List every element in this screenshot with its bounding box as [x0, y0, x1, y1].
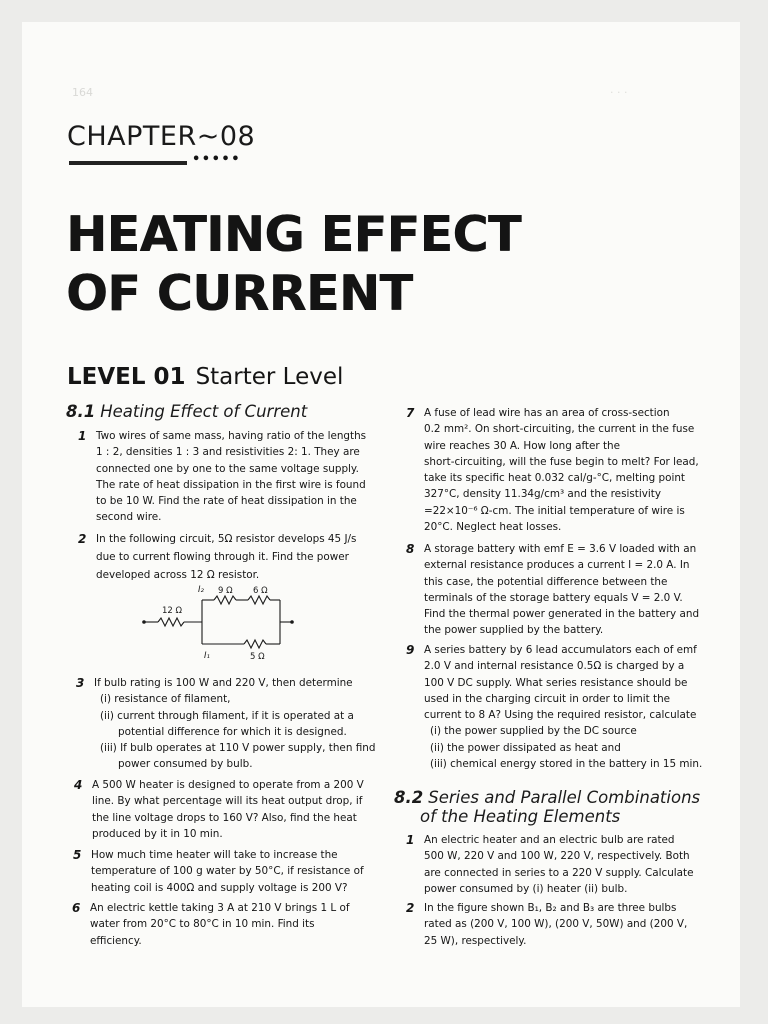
text-line: An electric heater and an electric bulb are rated: [424, 834, 675, 846]
sub-item: (iii) chemical energy stored in the battery in 15 min.: [430, 758, 703, 771]
text-line: the line voltage drops to 160 V? Also, find the heat: [92, 811, 357, 824]
label-6-ohm: 6 Ω: [253, 586, 268, 596]
text-line: A fuse of lead wire has an area of cross-section: [424, 407, 670, 419]
text-line: developed across 12 Ω resistor.: [96, 569, 260, 581]
text-line: this case, the potential difference between the: [424, 575, 668, 588]
question-number: 2: [78, 532, 87, 546]
text-line: 500 W, 220 V and 100 W, 220 V, respectively. Both: [424, 850, 690, 863]
sub-item: (i) the power supplied by the DC source: [430, 725, 637, 738]
text-line: to be 10 W. Find the rate of heat dissipation in the: [96, 495, 357, 508]
level-heading: [67, 364, 343, 390]
label-current-i1: I₁: [204, 651, 210, 661]
question-7: [406, 405, 699, 535]
chapter-label: CHAPTER~08: [67, 121, 256, 152]
sub-item: potential difference for which it is designed.: [118, 725, 347, 738]
section-heading-8-1: [66, 402, 307, 421]
level-tag: LEVEL 01: [67, 364, 186, 390]
text-line: 327°C, density 11.34g/cm³ and the resistivity: [424, 488, 662, 501]
text-line: An electric kettle taking 3 A at 210 V brings 1 L of: [90, 902, 350, 914]
text-line: In the following circuit, 5Ω resistor develops 45 J/s: [96, 533, 357, 545]
text-line: used in the charging circuit in order to limit the: [424, 692, 671, 705]
text-line: take its specific heat 0.032 cal/g-°C, melting point: [424, 472, 686, 485]
text-line: If bulb rating is 100 W and 220 V, then determine: [94, 677, 353, 689]
label-9-ohm: 9 Ω: [218, 586, 233, 596]
circuit-diagram: [140, 582, 300, 664]
text-line: 100 V DC supply. What series resistance should be: [424, 676, 688, 689]
sub-item: power consumed by bulb.: [118, 758, 253, 771]
text-line: terminals of the storage battery equals V = 2.0 V.: [424, 591, 683, 604]
question-8: [406, 541, 700, 639]
text-line: 25 W), respectively.: [424, 934, 527, 947]
text-line: due to current flowing through it. Find the power: [96, 551, 349, 563]
faded-marks: · · ·: [610, 86, 628, 99]
text-line: =22×10⁻⁶ Ω-cm. The initial temperature of wire is: [424, 504, 685, 517]
question-number: 8: [406, 542, 415, 556]
text-line: rated as (200 V, 100 W), (200 V, 50W) and (200 V,: [424, 918, 688, 931]
title-line-2: OF CURRENT: [66, 265, 413, 322]
section-heading-8-2: [394, 788, 700, 826]
text-line: efficiency.: [90, 934, 142, 947]
question-5: [73, 847, 364, 896]
text-line: second wire.: [96, 511, 162, 524]
section-title: Heating Effect of Current: [100, 402, 308, 421]
text-line: current to 8 A? Using the required resistor, calculate: [424, 709, 697, 722]
text-line: 20°C. Neglect heat losses.: [424, 521, 562, 534]
chapter-title: [66, 205, 521, 323]
sub-item: (iii) If bulb operates at 110 V power supply, then find: [100, 742, 376, 755]
faded-page-number: 164: [72, 86, 93, 99]
sub-item: (i) resistance of filament,: [100, 693, 231, 706]
question-6: [72, 900, 350, 949]
question-8-2-1: [406, 832, 694, 897]
question-number: 7: [406, 406, 415, 420]
text-line: produced by it in 10 min.: [92, 827, 223, 840]
chapter-rule: [69, 161, 187, 165]
text-line: wire reaches 30 A. How long after the: [424, 439, 621, 452]
level-name: Starter Level: [195, 364, 344, 390]
label-5-ohm: 5 Ω: [250, 652, 265, 662]
text-line: are connected in series to a 220 V supply. Calculate: [424, 866, 694, 879]
terminal-right: [290, 620, 294, 624]
text-line: In the figure shown B₁, B₂ and B₃ are three bulbs: [424, 902, 677, 914]
question-number: 9: [406, 643, 415, 657]
text-line: connected one by one to the same voltage supply.: [96, 462, 359, 475]
text-line: Two wires of same mass, having ratio of the lengths: [96, 430, 367, 442]
text-line: 0.2 mm². On short-circuiting, the current in the fuse: [424, 423, 695, 436]
question-number: 6: [72, 901, 81, 915]
question-number: 3: [76, 676, 85, 690]
text-line: A series battery by 6 lead accumulators each of emf: [424, 644, 697, 656]
question-1: [78, 428, 367, 526]
section-number: 8.1: [66, 402, 96, 421]
text-line: Find the thermal power generated in the battery and: [424, 608, 700, 621]
question-9: [406, 642, 703, 772]
sub-item: (ii) current through filament, if it is operated at a: [100, 709, 354, 722]
chapter-dots: •••••: [192, 152, 242, 167]
text-line: The rate of heat dissipation in the first wire is found: [96, 478, 366, 491]
question-3: [76, 675, 376, 773]
section-number: 8.2: [394, 788, 424, 807]
label-current-i2: I₂: [198, 585, 204, 595]
text-line: line. By what percentage will its heat output drop, if: [92, 795, 363, 808]
text-line: A storage battery with emf E = 3.6 V loaded with an: [424, 543, 697, 555]
text-line: the power supplied by the battery.: [424, 624, 604, 637]
question-number: 4: [74, 778, 83, 792]
section-title-line-1: Series and Parallel Combinations: [428, 788, 701, 807]
text-line: 2.0 V and internal resistance 0.5Ω is charged by a: [424, 660, 685, 673]
text-line: water from 20°C to 80°C in 10 min. Find its: [90, 918, 315, 931]
question-number: 1: [78, 429, 87, 443]
text-line: power consumed by (i) heater (ii) bulb.: [424, 882, 628, 895]
text-line: external resistance produces a current I = 2.0 A. In: [424, 559, 690, 572]
title-line-1: HEATING EFFECT: [66, 206, 521, 263]
section-title-line-2: of the Heating Elements: [420, 807, 621, 826]
text-line: A 500 W heater is designed to operate from a 200 V: [92, 779, 364, 791]
label-12-ohm: 12 Ω: [162, 606, 183, 616]
text-line: short-circuiting, will the fuse begin to melt? For lead,: [424, 455, 699, 468]
question-4: [74, 777, 364, 842]
text-line: temperature of 100 g water by 50°C, if resistance of: [91, 865, 364, 878]
question-number: 1: [406, 833, 415, 847]
terminal-left: [142, 620, 146, 624]
question-2: [78, 530, 357, 584]
text-line: How much time heater will take to increase the: [91, 849, 338, 861]
question-number: 5: [73, 848, 82, 862]
question-number: 2: [406, 901, 415, 915]
sub-item: (ii) the power dissipated as heat and: [430, 741, 621, 754]
text-line: heating coil is 400Ω and supply voltage is 200 V?: [91, 881, 348, 894]
text-line: 1 : 2, densities 1 : 3 and resistivities 2: 1. They are: [96, 446, 360, 459]
question-8-2-2: [406, 900, 688, 949]
